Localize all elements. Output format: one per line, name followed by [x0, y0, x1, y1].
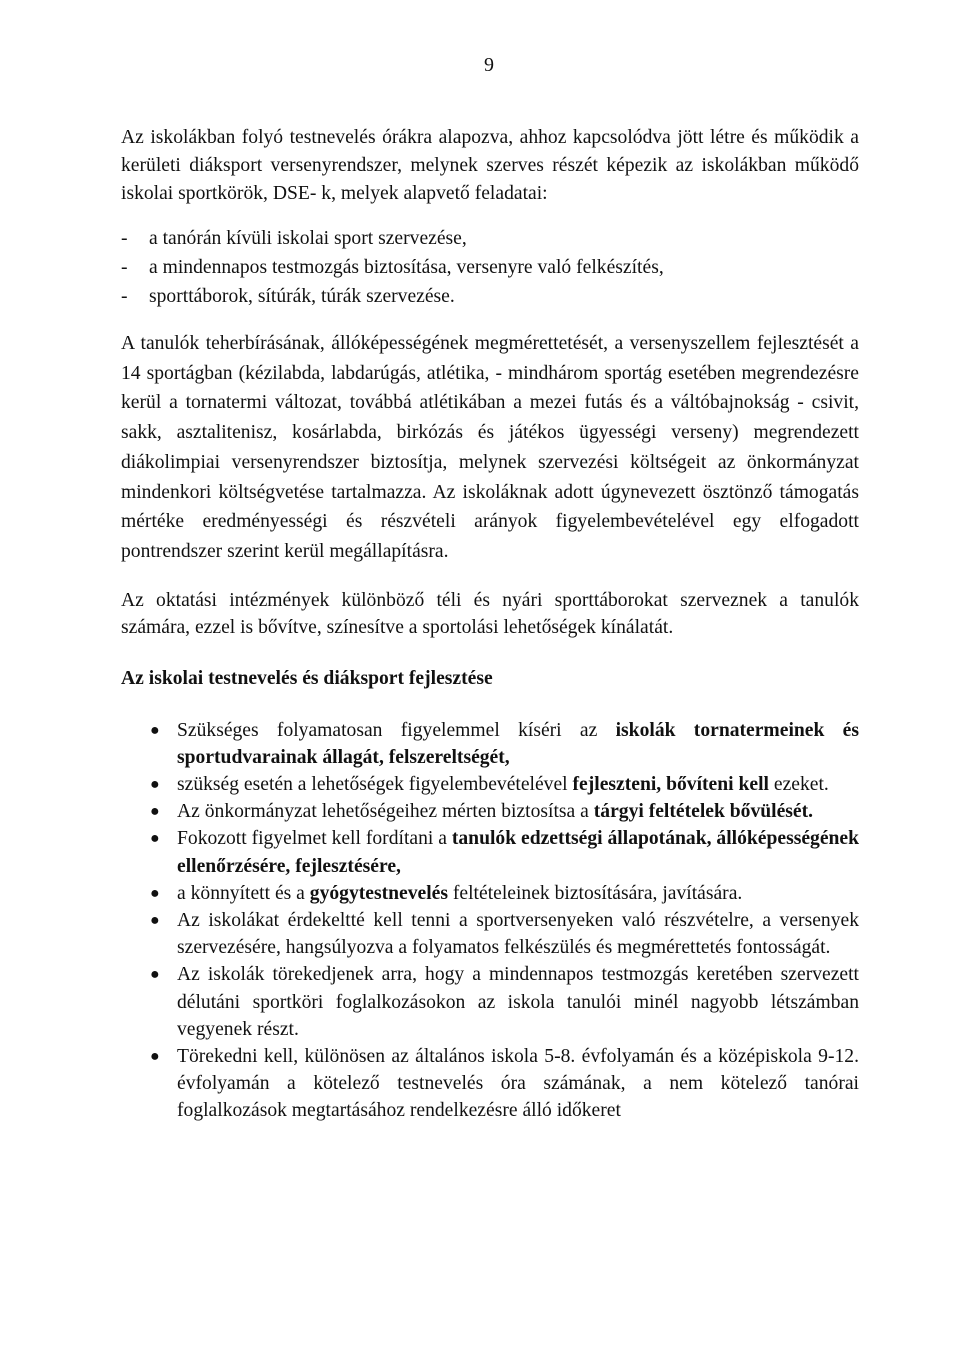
bullet-item [121, 1043, 859, 1125]
bullet-text: Fokozott figyelmet kell fordítani a [177, 828, 452, 850]
bullet-dot-icon: ● [150, 721, 160, 739]
task-item [121, 224, 859, 253]
bullet-bold-text: gyógytestnevelés [309, 882, 448, 904]
dash-marker: - [121, 228, 128, 249]
dash-marker: - [121, 257, 128, 278]
intro-paragraph: Az iskolákban folyó testnevelés órákra alapozva, ahhoz kapcsolódva jött létre és működik a kerületi diáksport versenyrendszer, melynek szerves részét képezik az iskolákban működő iskolai sportkörök, DSE- k, melyek alapvető feladatai: [121, 127, 859, 204]
bullet-item [121, 961, 859, 1043]
task-item [121, 253, 859, 282]
bullet-text: Az iskolákat érdekeltté kell tenni a sportversenyeken való részvételre, a versenyek szervezésére, hangsúlyozva a folyamatos felkészülés és megmérettetés fontosságát. [177, 910, 859, 959]
task-text: sporttáborok, sítúrák, túrák szervezése. [149, 286, 455, 307]
bullet-dot-icon: ● [150, 830, 160, 848]
bullet-dot-icon: ● [150, 912, 160, 930]
page-number: 9 [484, 54, 494, 76]
bullet-text: Szükséges folyamatosan figyelemmel kíséri az [177, 719, 616, 741]
bullet-text-tail: feltételeinek biztosítására, javítására. [447, 882, 743, 904]
bullet-text: Az iskolák törekedjenek arra, hogy a mindennapos testmozgás keretében szervezett délutáni sportköri foglalkozásokon az iskola tanulói minél nagyobb létszámban vegyenek részt. [177, 964, 859, 1040]
competition-paragraph: A tanulók teherbírásának, állóképességének megmérettetését, a versenyszellem fejlesztését a 14 sportágban (kézilabda, labdarúgás, atlétika, - mindhárom sportág esetében megrendezésre kerül a tornatermi változat, továbbá atlétikában a mezei futás és a váltóbajnokság - csivit, sakk, asztalitenisz, kosárlabda, birkózás és játékos ügyességi verseny) megrendezett diákolimpiai versenyrendszer biztosítja, melynek szervezési költségeit az önkormányzat mindenkori költségvetése tartalmazza. Az iskoláknak adott úgynevezett ösztönző támogatás mértéke eredményességi és részvételi arányok figyelembevételével egy elfogadott pontrendszer szerint kerül megállapításra. [121, 333, 859, 562]
development-list [121, 717, 859, 1125]
dash-marker: - [121, 286, 128, 307]
page-content [121, 124, 859, 1125]
bullet-text-tail: ezeket. [768, 774, 829, 796]
section-heading: Az iskolai testnevelés és diáksport fejlesztése [121, 667, 493, 689]
task-item [121, 282, 859, 311]
bullet-dot-icon: ● [150, 884, 160, 902]
bullet-text: a könnyített és a [177, 882, 310, 904]
bullet-dot-icon: ● [150, 776, 160, 794]
bullet-item [121, 907, 859, 961]
bullet-bold-text: iskolák tornatermeinek és sportudvarainak állagát, felszereltségét, [177, 719, 860, 768]
bullet-item [121, 798, 859, 825]
bullet-item [121, 717, 859, 771]
bullet-item [121, 880, 859, 907]
task-list [121, 224, 859, 311]
bullet-item [121, 771, 859, 798]
task-text: a mindennapos testmozgás biztosítása, versenyre való felkészítés, [149, 257, 664, 278]
bullet-text: Törekedni kell, különösen az általános iskola 5-8. évfolyamán és a középiskola 9-12. évfolyamán a kötelező testnevelés óra számának, a nem kötelező tanórai foglalkozások megtartásához rendelkezésre álló időkeret [177, 1046, 859, 1122]
bullet-dot-icon: ● [150, 966, 160, 984]
bullet-bold-text: tanulók edzettségi állapotának, állóképességének ellenőrzésére, fejlesztésére, [177, 828, 860, 877]
bullet-dot-icon: ● [150, 803, 160, 821]
bullet-bold-text: tárgyi feltételek bővülését. [593, 801, 814, 823]
bullet-item [121, 825, 859, 879]
bullet-text: Az önkormányzat lehetőségeihez mérten biztosítsa a [177, 801, 594, 823]
bullet-text: szükség esetén a lehetőségek figyelembevételével [177, 774, 573, 796]
task-text: a tanórán kívüli iskolai sport szervezése, [149, 228, 467, 249]
bullet-bold-text: fejleszteni, bővíteni kell [572, 774, 769, 796]
camps-paragraph: Az oktatási intézmények különböző téli és nyári sporttáborokat szerveznek a tanulók számára, ezzel is bővítve, színesítve a sportolási lehetőségek kínálatát. [121, 589, 859, 638]
bullet-dot-icon: ● [150, 1048, 160, 1066]
